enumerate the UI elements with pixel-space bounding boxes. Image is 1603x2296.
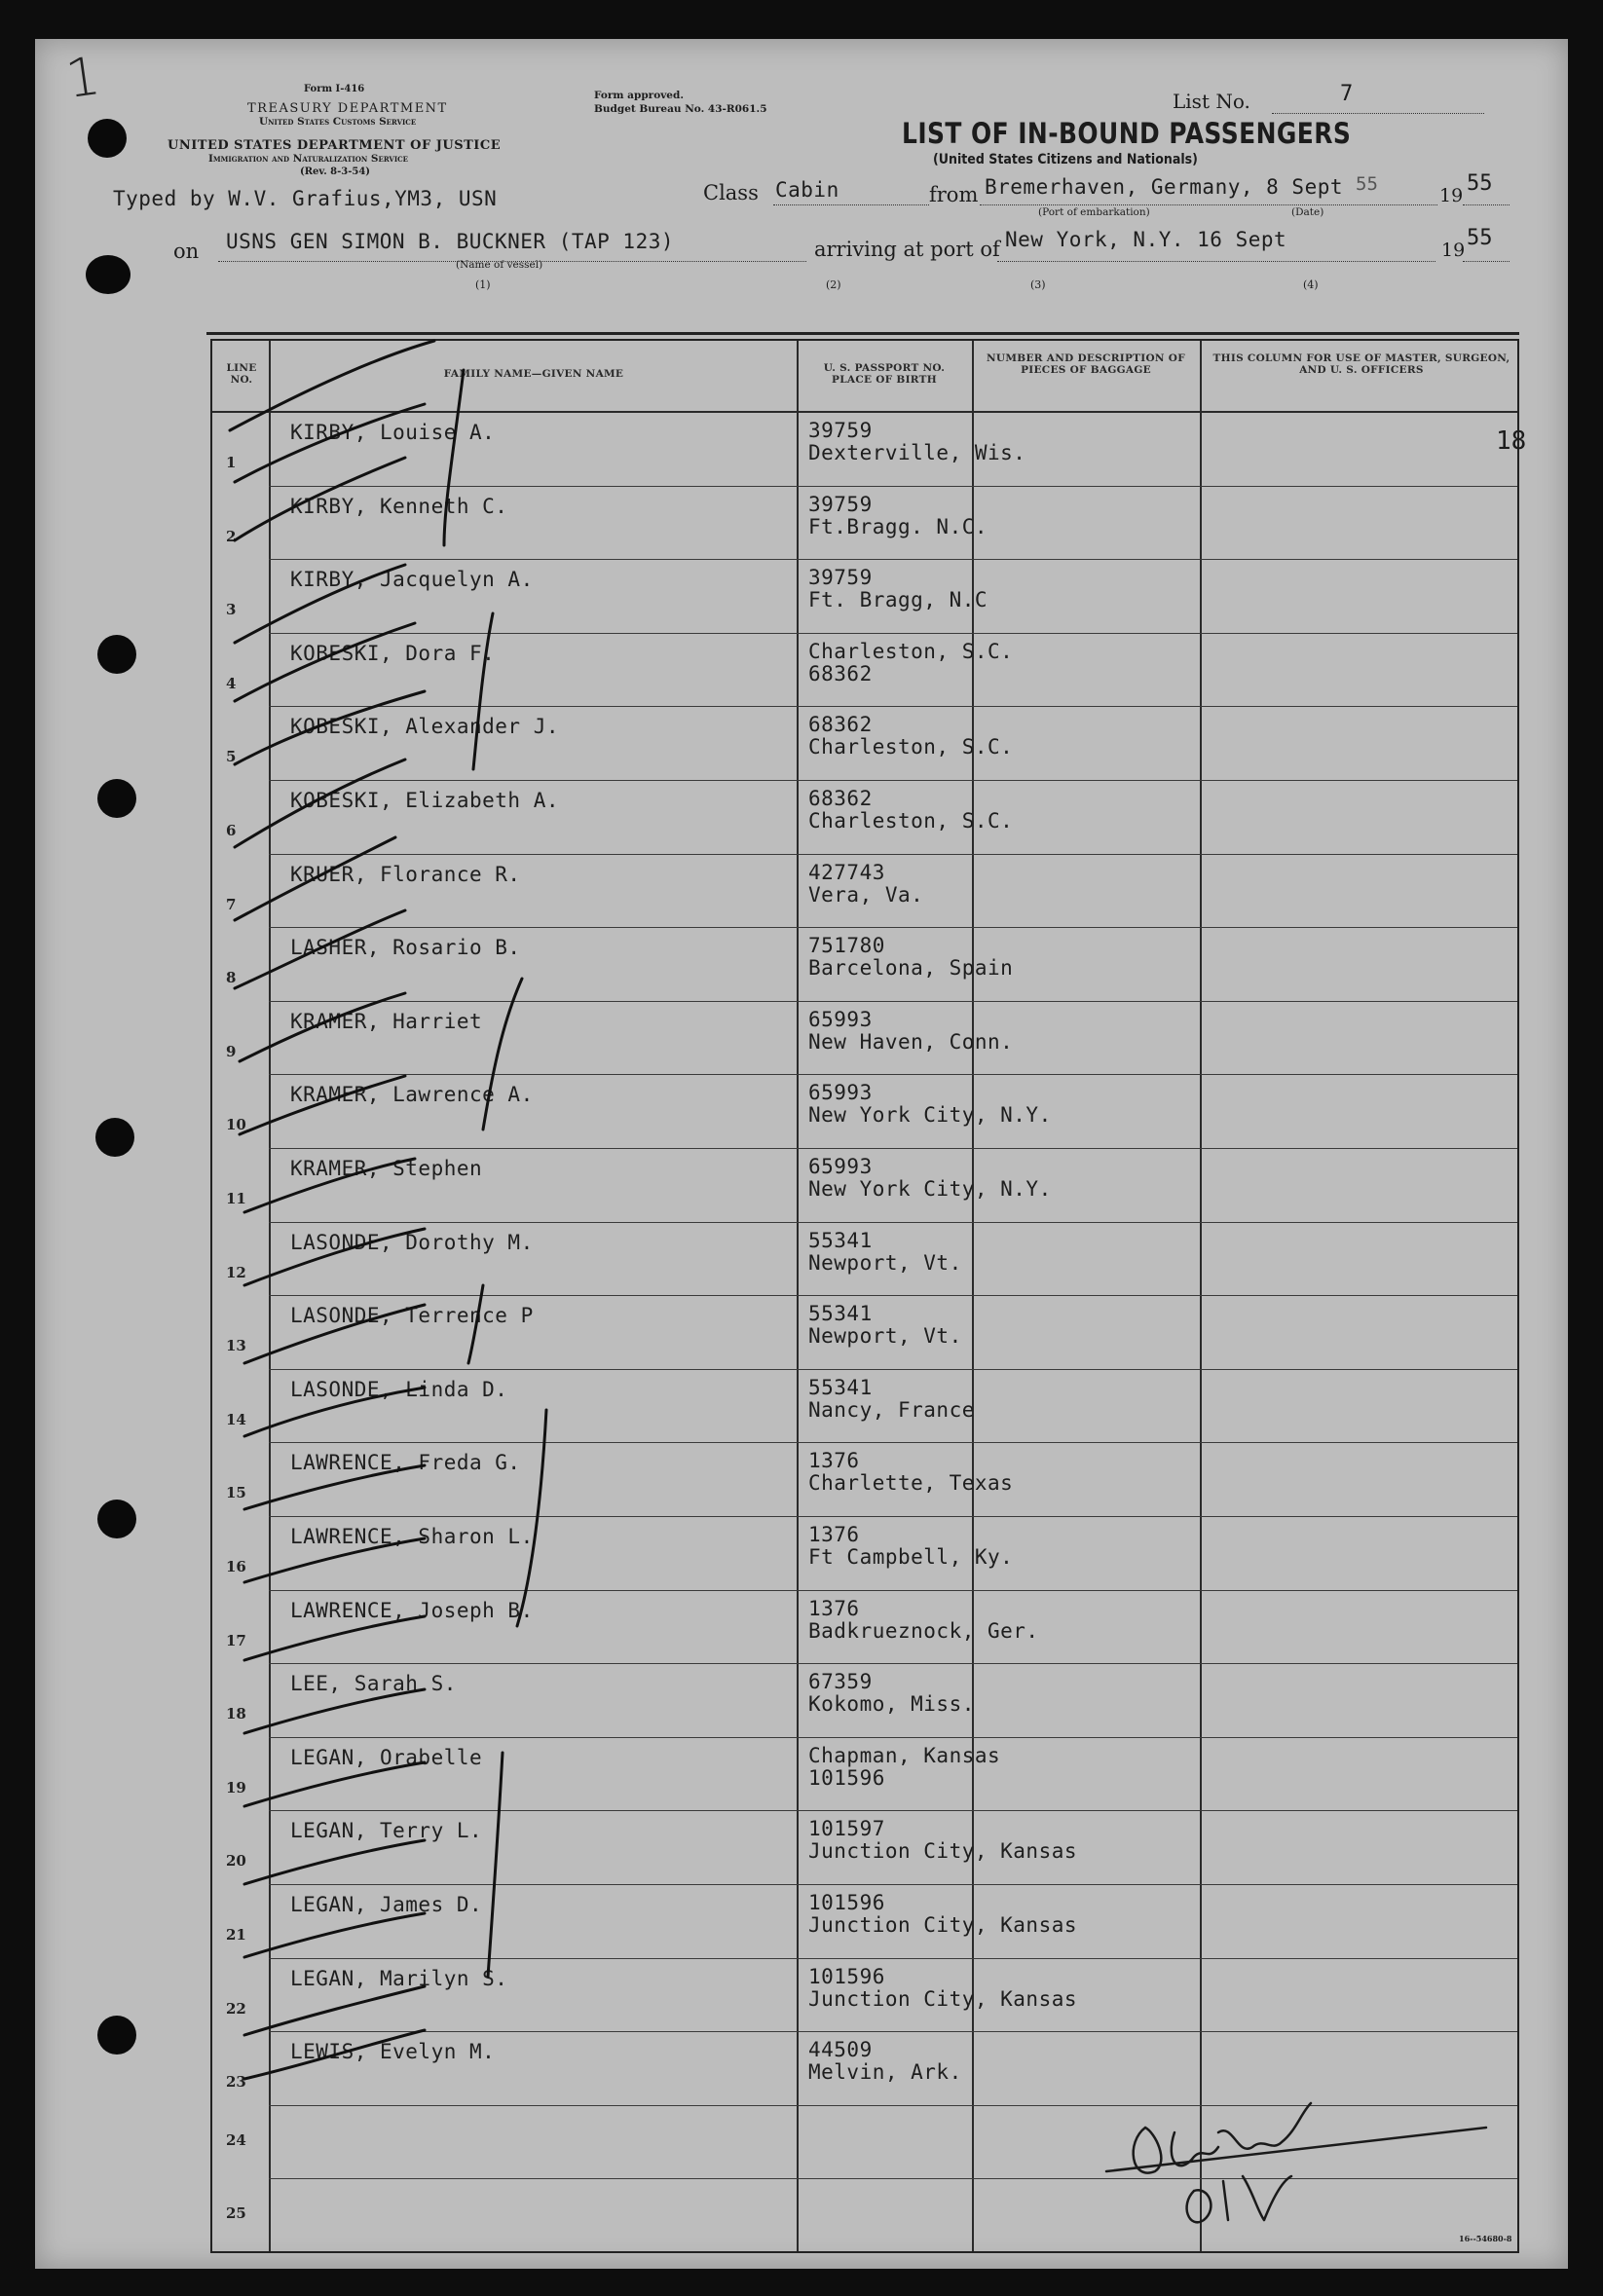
header-line-no: LINE NO. — [226, 362, 257, 386]
table-row — [212, 928, 1517, 1002]
passenger-name: KRAMER, Harriet — [290, 1009, 483, 1033]
col-num-1: (1) — [475, 278, 491, 291]
line-number: 17 — [226, 1631, 246, 1649]
punch-hole — [97, 1500, 136, 1538]
birthplace-or-passport: Vera, Va. — [808, 882, 924, 907]
birthplace-or-passport: Barcelona, Spain — [808, 956, 1014, 981]
line-number: 22 — [226, 1999, 246, 2018]
list-title: LIST OF IN-BOUND PASSENGERS — [902, 117, 1352, 150]
line-number: 18 — [226, 1705, 246, 1723]
arriving-label: arriving at port of — [814, 238, 1000, 261]
line-number: 5 — [226, 748, 237, 766]
list-no-label: List No. — [1173, 90, 1250, 113]
passenger-name: LASHER, Rosario B. — [290, 936, 521, 960]
table-row — [212, 560, 1517, 634]
birthplace-or-passport: Charleston, S.C. — [808, 809, 1014, 833]
passport-or-birthplace: 65993 — [808, 1155, 873, 1178]
birthplace-or-passport: Badkrueznock, Ger. — [808, 1618, 1039, 1643]
passport-or-birthplace: Chapman, Kansas — [808, 1743, 1001, 1767]
table-row — [212, 1443, 1517, 1517]
passport-or-birthplace: 1376 — [808, 1523, 860, 1546]
passenger-name: LAWRENCE, Joseph B. — [290, 1598, 534, 1622]
passenger-name: KOBESKI, Dora F. — [290, 641, 496, 665]
birthplace-or-passport: Junction City, Kansas — [808, 1839, 1078, 1864]
vessel-caption: (Name of vessel) — [456, 259, 543, 271]
passport-or-birthplace: 65993 — [808, 1007, 873, 1031]
form-id: Form I-416 — [304, 84, 365, 94]
passenger-name: KRAMER, Lawrence A. — [290, 1083, 534, 1107]
from-line — [980, 204, 1437, 205]
from-value: Bremerhaven, Germany, 8 Sept — [985, 175, 1344, 199]
table-row — [212, 1370, 1517, 1444]
birthplace-or-passport: Junction City, Kansas — [808, 1986, 1078, 2011]
birthplace-or-passport: Dexterville, Wis. — [808, 441, 1026, 464]
table-row — [212, 781, 1517, 855]
col-num-2: (2) — [826, 278, 841, 291]
birthplace-or-passport: Ft.Bragg. N.C. — [808, 514, 988, 538]
passport-or-birthplace: 101597 — [808, 1817, 885, 1841]
birthplace-or-passport: 68362 — [808, 661, 873, 685]
table-row — [212, 2106, 1517, 2180]
passport-or-birthplace: 44509 — [808, 2038, 873, 2062]
budget-bureau: Budget Bureau No. 43-R061.5 — [594, 103, 767, 115]
line-number: 24 — [226, 2130, 246, 2149]
passport-or-birthplace: 55341 — [808, 1375, 873, 1399]
birthplace-or-passport: Ft Campbell, Ky. — [808, 1545, 1014, 1569]
punch-hole — [97, 2016, 136, 2055]
passport-or-birthplace: 39759 — [808, 492, 873, 516]
punch-hole — [97, 779, 136, 818]
header-name: FAMILY NAME—GIVEN NAME — [443, 368, 624, 380]
form-rev: (Rev. 8-3-54) — [300, 167, 371, 177]
passport-or-birthplace: 1376 — [808, 1596, 860, 1620]
table-row — [212, 1811, 1517, 1885]
line-number: 15 — [226, 1484, 246, 1502]
line-number: 14 — [226, 1410, 246, 1428]
passenger-name: LAWRENCE, Sharon L. — [290, 1525, 534, 1548]
line-number: 23 — [226, 2073, 246, 2092]
line-number: 10 — [226, 1116, 246, 1134]
on-label: on — [173, 240, 200, 263]
passport-or-birthplace: Charleston, S.C. — [808, 639, 1014, 663]
footer-code: 16--54680-8 — [1459, 2234, 1512, 2243]
passenger-name: LEGAN, Marilyn S. — [290, 1966, 508, 1990]
line-number: 25 — [226, 2204, 246, 2223]
table-row — [212, 1002, 1517, 1076]
line-number: 4 — [226, 674, 237, 692]
passport-or-birthplace: 39759 — [808, 566, 873, 590]
passport-or-birthplace: 427743 — [808, 860, 885, 884]
table-row — [212, 1591, 1517, 1665]
doj-title: UNITED STATES DEPARTMENT OF JUSTICE — [168, 138, 502, 153]
line-number: 21 — [226, 1926, 246, 1944]
line-number: 7 — [226, 895, 237, 913]
passport-or-birthplace: 55341 — [808, 1228, 873, 1252]
passport-or-birthplace: 751780 — [808, 934, 885, 958]
arrival-port: New York, N.Y. 16 Sept — [1005, 228, 1287, 251]
birthplace-or-passport: New Haven, Conn. — [808, 1029, 1014, 1054]
arr-year: 55 — [1467, 226, 1493, 250]
customs-service: United States Customs Service — [259, 116, 417, 128]
table-row — [212, 1959, 1517, 2033]
arr-year-line — [1463, 261, 1510, 262]
from-year-prefix: 19 — [1439, 185, 1464, 206]
passenger-name: KIRBY, Kenneth C. — [290, 494, 508, 518]
class-line — [773, 204, 929, 205]
from-label: from — [929, 183, 979, 206]
birthplace-or-passport: Newport, Vt. — [808, 1250, 962, 1275]
passenger-name: LEGAN, Terry L. — [290, 1819, 483, 1843]
header-baggage: NUMBER AND DESCRIPTION OF PIECES OF BAGGAGE — [987, 352, 1185, 376]
header-passport: U. S. PASSPORT NO. PLACE OF BIRTH — [823, 362, 946, 386]
birthplace-or-passport: Melvin, Ark. — [808, 2060, 962, 2085]
table-top-rule — [206, 332, 1519, 335]
birthplace-or-passport: Newport, Vt. — [808, 1324, 962, 1349]
passport-or-birthplace: 65993 — [808, 1081, 873, 1105]
ins-title: Immigration and Naturalization Service — [208, 153, 409, 165]
table-row — [212, 1517, 1517, 1591]
table-row — [212, 2179, 1517, 2253]
class-label: Class — [703, 181, 759, 204]
passport-or-birthplace: 68362 — [808, 713, 873, 737]
passenger-name: LEGAN, Orabelle — [290, 1745, 483, 1769]
list-no-line — [1272, 113, 1484, 114]
date-caption: (Date) — [1291, 206, 1324, 218]
passenger-name: KRAMER, Stephen — [290, 1157, 483, 1180]
passport-or-birthplace: 67359 — [808, 1670, 873, 1694]
table-row — [212, 1149, 1517, 1223]
line-number: 20 — [226, 1852, 246, 1870]
col-num-3: (3) — [1030, 278, 1046, 291]
passport-or-birthplace: 55341 — [808, 1302, 873, 1326]
passport-or-birthplace: 39759 — [808, 419, 873, 442]
birthplace-or-passport: Kokomo, Miss. — [808, 1692, 975, 1717]
punch-hole — [97, 635, 136, 674]
line-number: 1 — [226, 454, 237, 471]
col-num-4: (4) — [1303, 278, 1319, 291]
line-number: 6 — [226, 822, 237, 839]
passenger-name: KOBESKI, Elizabeth A. — [290, 789, 560, 812]
vessel-name: USNS GEN SIMON B. BUCKNER (TAP 123) — [226, 230, 675, 253]
table-row — [212, 487, 1517, 561]
table-row — [212, 1223, 1517, 1297]
arrival-line — [997, 261, 1435, 262]
passenger-name: LEE, Sarah S. — [290, 1672, 457, 1696]
passenger-table — [210, 339, 1527, 2253]
passport-or-birthplace: 101596 — [808, 1964, 885, 1988]
passenger-name: KRUER, Florance R. — [290, 862, 521, 886]
line-number: 12 — [226, 1263, 246, 1281]
treasury-dept: TREASURY DEPARTMENT — [247, 101, 448, 116]
table-row — [212, 413, 1517, 487]
arr-year-prefix: 19 — [1441, 240, 1466, 261]
birthplace-or-passport: Charlette, Texas — [808, 1471, 1014, 1496]
port-embark-caption: (Port of embarkation) — [1038, 206, 1150, 218]
birthplace-or-passport: Nancy, France — [808, 1397, 975, 1422]
passport-or-birthplace: 68362 — [808, 787, 873, 810]
passenger-name: LEGAN, James D. — [290, 1893, 483, 1916]
birthplace-or-passport: 101596 — [808, 1765, 885, 1790]
class-value: Cabin — [775, 178, 839, 202]
form-approved: Form approved. — [594, 90, 684, 101]
passport-or-birthplace: 1376 — [808, 1449, 860, 1473]
birthplace-or-passport: Charleston, S.C. — [808, 735, 1014, 759]
punch-hole — [95, 1118, 134, 1157]
line-number: 3 — [226, 601, 237, 619]
passport-or-birthplace: 101596 — [808, 1891, 885, 1914]
officer-note: 18 — [1496, 426, 1527, 456]
passenger-name: LASONDE, Dorothy M. — [290, 1230, 534, 1254]
table-row — [212, 707, 1517, 781]
table-row — [212, 1885, 1517, 1959]
line-number: 13 — [226, 1337, 246, 1355]
header-officers: THIS COLUMN FOR USE OF MASTER, SURGEON, AND U. S. OFFICERS — [1212, 352, 1510, 376]
line-number: 8 — [226, 969, 237, 987]
strike-mark: 55 — [1356, 173, 1378, 195]
line-number: 16 — [226, 1558, 246, 1575]
table-row — [212, 1738, 1517, 1812]
line-number: 2 — [226, 527, 237, 545]
line-number: 11 — [226, 1190, 246, 1207]
passenger-name: KIRBY, Jacquelyn A. — [290, 568, 534, 592]
table-row — [212, 1075, 1517, 1149]
passenger-name: LASONDE, Linda D. — [290, 1377, 508, 1401]
passenger-name: KOBESKI, Alexander J. — [290, 715, 560, 739]
table-row — [212, 2032, 1517, 2106]
passenger-name: LAWRENCE, Freda G. — [290, 1451, 521, 1475]
punch-hole — [86, 255, 130, 294]
table-row — [212, 855, 1517, 929]
line-number: 19 — [226, 1778, 246, 1796]
line-number: 9 — [226, 1042, 237, 1060]
from-year: 55 — [1467, 171, 1493, 196]
punch-hole — [88, 119, 127, 158]
from-year-line — [1463, 204, 1510, 205]
birthplace-or-passport: Ft. Bragg, N.C — [808, 588, 988, 612]
typed-by: Typed by W.V. Grafius,YM3, USN — [113, 187, 498, 210]
table-row — [212, 1664, 1517, 1738]
birthplace-or-passport: New York City, N.Y. — [808, 1103, 1052, 1128]
birthplace-or-passport: New York City, N.Y. — [808, 1177, 1052, 1201]
birthplace-or-passport: Junction City, Kansas — [808, 1913, 1078, 1937]
list-no-value: 7 — [1340, 82, 1354, 106]
passenger-name: KIRBY, Louise A. — [290, 421, 496, 444]
table-row — [212, 634, 1517, 708]
table-row — [212, 1296, 1517, 1370]
table-header — [212, 341, 1517, 413]
passenger-name: LEWIS, Evelyn M. — [290, 2040, 496, 2064]
passenger-name: LASONDE, Terrence P — [290, 1304, 534, 1328]
page-mark: 1 — [61, 44, 104, 111]
document-page — [35, 39, 1568, 2269]
list-subtitle: (United States Citizens and Nationals) — [933, 152, 1198, 167]
